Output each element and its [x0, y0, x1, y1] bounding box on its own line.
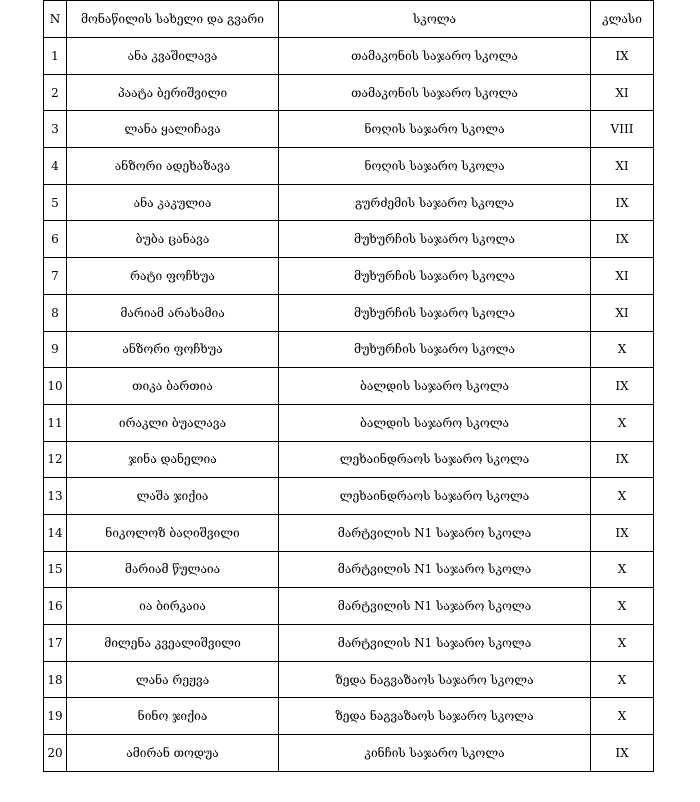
- cell-school: გურძემის საჯარო სკოლა: [279, 184, 591, 221]
- cell-number: 14: [44, 514, 67, 551]
- table-row: [44, 478, 654, 515]
- table-row: [44, 184, 654, 221]
- table-row: [44, 221, 654, 258]
- cell-number: 17: [44, 625, 67, 662]
- cell-name: ნინო ჯიქია: [67, 698, 279, 735]
- cell-school: ლეხაინდრაოს საჯარო სკოლა: [279, 478, 591, 515]
- cell-number: 2: [44, 74, 67, 111]
- cell-name: ანა კვაშილავა: [67, 38, 279, 75]
- cell-name: პაატა ბერიშვილი: [67, 74, 279, 111]
- cell-name: ლანა ყალიჩავა: [67, 111, 279, 148]
- cell-grade: X: [591, 331, 654, 368]
- cell-name: ლანა რეჟვა: [67, 661, 279, 698]
- cell-name: რატი ფოჩხუა: [67, 258, 279, 295]
- cell-name: ბუბა ცანავა: [67, 221, 279, 258]
- cell-name: ნიკოლოზ ბაღიშვილი: [67, 514, 279, 551]
- table-row: [44, 551, 654, 588]
- cell-school: თამაკონის საჯარო სკოლა: [279, 74, 591, 111]
- table-row: [44, 258, 654, 295]
- cell-grade: XI: [591, 258, 654, 295]
- cell-number: 8: [44, 294, 67, 331]
- cell-school: მარტვილის N1 საჯარო სკოლა: [279, 625, 591, 662]
- cell-number: 3: [44, 111, 67, 148]
- table-row: [44, 331, 654, 368]
- cell-name: მილენა კვეალიშვილი: [67, 625, 279, 662]
- cell-name: მარიამ არახამია: [67, 294, 279, 331]
- cell-grade: XI: [591, 148, 654, 185]
- header-row: [44, 1, 654, 38]
- cell-number: 1: [44, 38, 67, 75]
- cell-grade: X: [591, 478, 654, 515]
- cell-number: 20: [44, 735, 67, 772]
- table-row: [44, 74, 654, 111]
- cell-grade: IX: [591, 368, 654, 405]
- cell-number: 11: [44, 404, 67, 441]
- cell-number: 19: [44, 698, 67, 735]
- cell-school: თამაკონის საჯარო სკოლა: [279, 38, 591, 75]
- table-row: [44, 625, 654, 662]
- cell-school: მარტვილის N1 საჯარო სკოლა: [279, 551, 591, 588]
- table-row: [44, 514, 654, 551]
- cell-grade: X: [591, 661, 654, 698]
- cell-number: 7: [44, 258, 67, 295]
- cell-grade: XI: [591, 294, 654, 331]
- cell-grade: IX: [591, 184, 654, 221]
- header-school: სკოლა: [279, 1, 591, 38]
- cell-name: ანზორი ფოჩხუა: [67, 331, 279, 368]
- cell-name: მარიამ წულაია: [67, 551, 279, 588]
- cell-number: 9: [44, 331, 67, 368]
- header-name: მონაწილის სახელი და გვარი: [67, 1, 279, 38]
- cell-grade: X: [591, 551, 654, 588]
- cell-grade: IX: [591, 735, 654, 772]
- cell-name: ირაკლი ბუალავა: [67, 404, 279, 441]
- table-row: [44, 735, 654, 772]
- cell-number: 16: [44, 588, 67, 625]
- cell-grade: VIII: [591, 111, 654, 148]
- cell-number: 13: [44, 478, 67, 515]
- cell-school: მარტვილის N1 საჯარო სკოლა: [279, 514, 591, 551]
- table-row: [44, 38, 654, 75]
- cell-number: 4: [44, 148, 67, 185]
- cell-grade: IX: [591, 221, 654, 258]
- cell-school: მარტვილის N1 საჯარო სკოლა: [279, 588, 591, 625]
- cell-name: ანზორი ადეხაზავა: [67, 148, 279, 185]
- cell-name: ამირან თოდუა: [67, 735, 279, 772]
- cell-school: მუხურჩის საჯარო სკოლა: [279, 294, 591, 331]
- table-row: [44, 294, 654, 331]
- cell-school: ბალდის საჯარო სკოლა: [279, 368, 591, 405]
- cell-number: 10: [44, 368, 67, 405]
- cell-name: ლაშა ჯიქია: [67, 478, 279, 515]
- cell-school: ზედა ნაგვაზაოს საჯარო სკოლა: [279, 661, 591, 698]
- cell-grade: IX: [591, 514, 654, 551]
- cell-school: ნოღის საჯარო სკოლა: [279, 148, 591, 185]
- cell-grade: IX: [591, 38, 654, 75]
- cell-school: მუხურჩის საჯარო სკოლა: [279, 221, 591, 258]
- header-grade: კლასი: [591, 1, 654, 38]
- table-row: [44, 441, 654, 478]
- cell-school: ლეხაინდრაოს საჯარო სკოლა: [279, 441, 591, 478]
- cell-grade: X: [591, 588, 654, 625]
- cell-grade: IX: [591, 441, 654, 478]
- cell-school: ნოღის საჯარო სკოლა: [279, 111, 591, 148]
- cell-number: 15: [44, 551, 67, 588]
- cell-school: კინჩის საჯარო სკოლა: [279, 735, 591, 772]
- cell-school: ბალდის საჯარო სკოლა: [279, 404, 591, 441]
- table-row: [44, 404, 654, 441]
- cell-school: მუხურჩის საჯარო სკოლა: [279, 331, 591, 368]
- cell-grade: XI: [591, 74, 654, 111]
- table-row: [44, 698, 654, 735]
- table-row: [44, 661, 654, 698]
- participants-table: [43, 0, 654, 772]
- header-number: N: [44, 1, 67, 38]
- cell-grade: X: [591, 698, 654, 735]
- cell-grade: X: [591, 404, 654, 441]
- cell-number: 5: [44, 184, 67, 221]
- cell-number: 12: [44, 441, 67, 478]
- table-row: [44, 588, 654, 625]
- table-row: [44, 148, 654, 185]
- cell-name: ია ბირკაია: [67, 588, 279, 625]
- cell-number: 18: [44, 661, 67, 698]
- table-row: [44, 111, 654, 148]
- table-header: [44, 1, 654, 38]
- cell-name: ანა კაკულია: [67, 184, 279, 221]
- cell-name: ჯინა დანელია: [67, 441, 279, 478]
- table-body: [44, 38, 654, 772]
- cell-school: ზედა ნაგვაზაოს საჯარო სკოლა: [279, 698, 591, 735]
- table-row: [44, 368, 654, 405]
- cell-name: თიკა ბართია: [67, 368, 279, 405]
- cell-number: 6: [44, 221, 67, 258]
- cell-grade: X: [591, 625, 654, 662]
- cell-school: მუხურჩის საჯარო სკოლა: [279, 258, 591, 295]
